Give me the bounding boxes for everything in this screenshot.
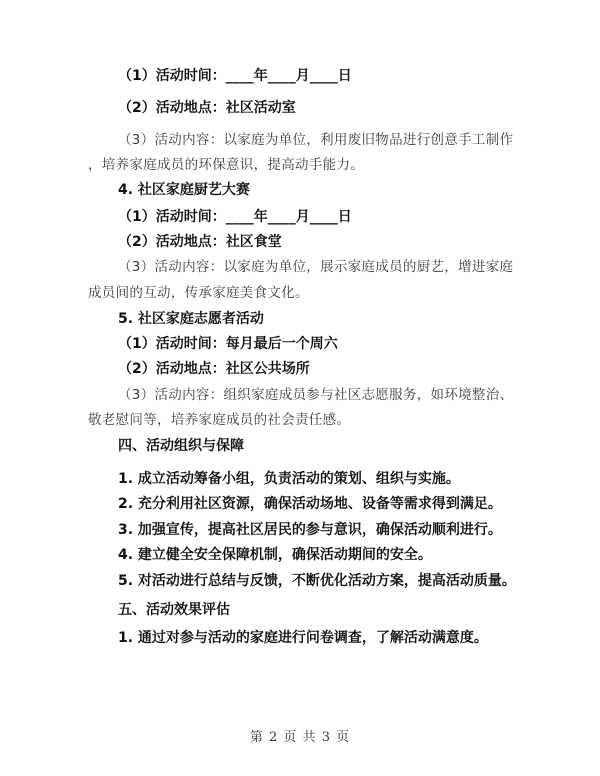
- activity-content-continuation: 成员间的互动，传承家庭美食文化。: [88, 285, 309, 301]
- list-item: 5. 对活动进行总结与反馈，不断优化活动方案，提高活动质量。: [118, 573, 516, 589]
- activity-content-line: （3）活动内容：以家庭为单位，展示家庭成员的厨艺，增进家庭: [118, 259, 514, 275]
- activity-content-line: （3）活动内容：以家庭为单位，利用废旧物品进行创意手工制作: [118, 132, 514, 148]
- chapter-heading: 四、活动组织与保障: [118, 438, 244, 454]
- activity-content-continuation: ，培养家庭成员的环保意识，提高动手能力。: [88, 157, 364, 173]
- activity-time-line: （1）活动时间：每月最后一个周六: [118, 336, 338, 352]
- activity-location-line: （2）活动地点：社区公共场所: [118, 361, 310, 377]
- section-heading: 4. 社区家庭厨艺大赛: [118, 182, 250, 198]
- list-item: 4. 建立健全安全保障机制，确保活动期间的安全。: [118, 547, 432, 563]
- list-item: 1. 通过对参与活动的家庭进行问卷调查，了解活动满意度。: [118, 630, 488, 646]
- list-item: 1. 成立活动筹备小组，负责活动的策划、组织与实施。: [118, 471, 460, 487]
- activity-content-line: （3）活动内容：组织家庭成员参与社区志愿服务，如环境整治、: [118, 387, 514, 403]
- list-item: 3. 加强宣传，提高社区居民的参与意识，确保活动顺利进行。: [118, 522, 502, 538]
- activity-time-line: （1）活动时间：____年____月____日: [118, 209, 352, 225]
- activity-time-line: （1）活动时间：____年____月____日: [118, 68, 352, 84]
- activity-location-line: （2）活动地点：社区活动室: [118, 100, 296, 116]
- list-item: 2. 充分利用社区资源，确保活动场地、设备等需求得到满足。: [118, 496, 502, 512]
- activity-location-line: （2）活动地点：社区食堂: [118, 234, 282, 250]
- chapter-heading: 五、活动效果评估: [118, 602, 230, 618]
- page-number-footer: 第 2 页 共 3 页: [249, 730, 351, 745]
- section-heading: 5. 社区家庭志愿者活动: [118, 311, 264, 327]
- activity-content-continuation: 敬老慰问等，培养家庭成员的社会责任感。: [88, 412, 351, 428]
